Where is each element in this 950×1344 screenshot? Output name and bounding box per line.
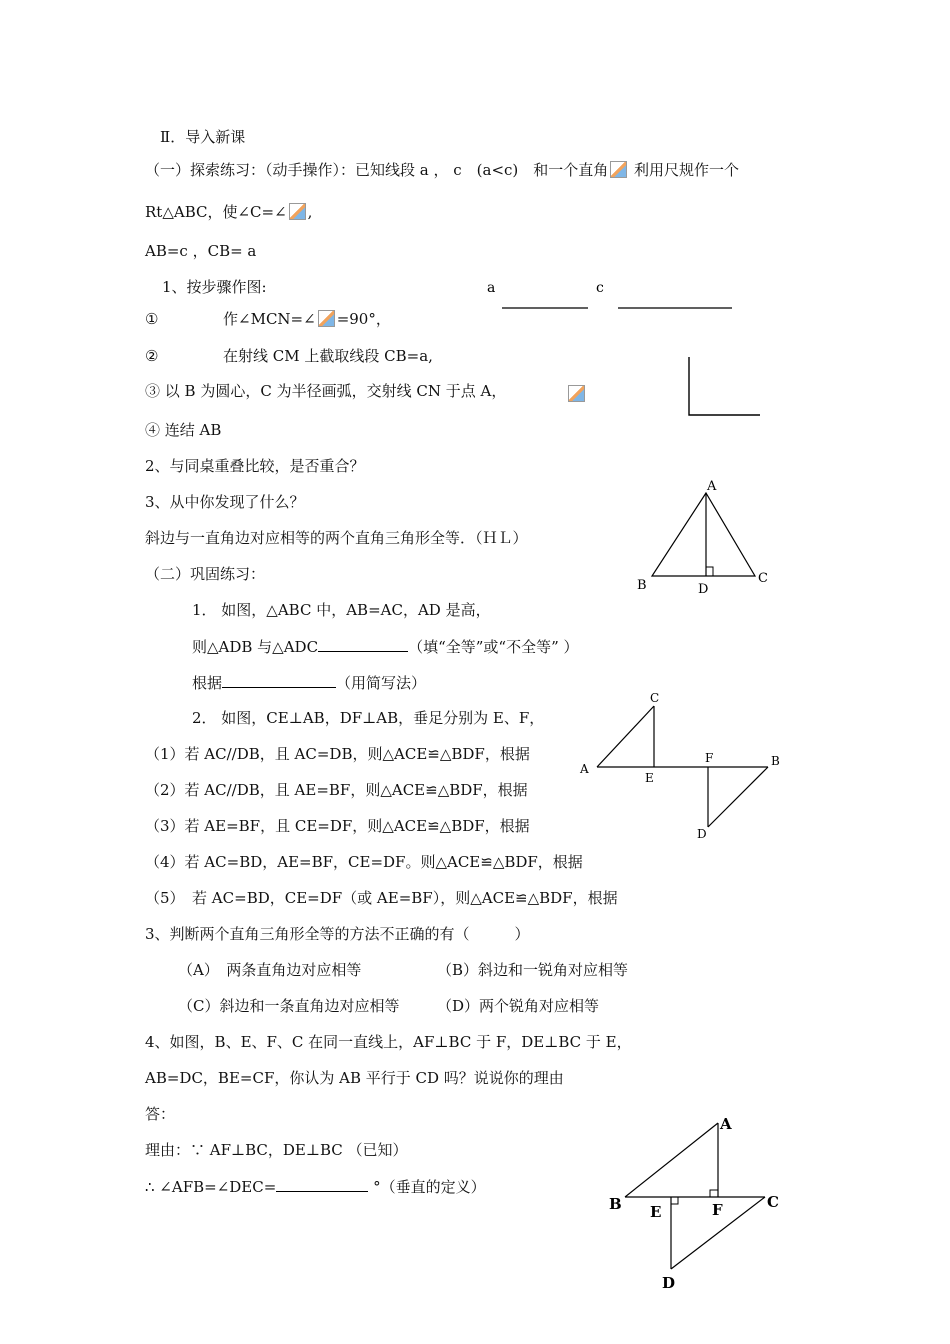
label-a: A (580, 762, 589, 776)
label-b: B (609, 1195, 622, 1213)
exercise-2-case-4: （4）若 AC=BD，AE=BF，CE=DF。则△ACE≌△BDF，根据 (145, 853, 583, 871)
label-a: A (707, 479, 717, 494)
label-a: A (720, 1115, 732, 1133)
exercise-1-basis-hint: （用简写法） (336, 674, 427, 692)
label-f: F (712, 1201, 723, 1219)
label-d: D (697, 827, 707, 841)
segment-c-label: c (596, 280, 604, 296)
question-2: 2、与同桌重叠比较，是否重合？ (145, 457, 365, 475)
exercise-2-case-1: （1）若 AC//DB，且 AC=DB，则△ACE≌△BDF，根据 (145, 745, 530, 763)
step-1-number: ① (145, 310, 159, 328)
label-c: C (758, 571, 768, 586)
label-c: C (650, 691, 660, 705)
exercise-1-basis-text: 根据 (192, 674, 223, 692)
question-3-judge: 3、判断两个直角三角形全等的方法不正确的有（ ） (145, 925, 530, 943)
exercise-2: 2． 如图，CE⊥AB，DF⊥AB，垂足分别为 E、F， (192, 709, 545, 727)
step-1-text-end: =90°， (336, 310, 391, 328)
therefore-text-end: °（垂直的定义） (373, 1178, 486, 1196)
exercise-2-case-5: （5） 若 AC=BD，CE=DF（或 AE=BF），则△ACE≌△BDF，根据 (145, 889, 618, 907)
step-2-number: ② (145, 347, 159, 365)
segment-ab (625, 1123, 718, 1197)
reason-line: 理由：∵ AF⊥BC，DE⊥BC （已知） (145, 1141, 408, 1159)
explore-intro-text-end: 利用尺规作一个 (629, 161, 740, 179)
label-b: B (771, 754, 780, 768)
option-b: （B）斜边和一锐角对应相等 (437, 961, 629, 979)
step-1-text: 作∠MCN=∠ (223, 310, 316, 328)
exercise-2-case-2: （2）若 AC//DB，且 AE=BF，则△ACE≌△BDF，根据 (145, 781, 528, 799)
answer-label: 答： (145, 1105, 176, 1123)
option-c: （C）斜边和一条直角边对应相等 (178, 997, 400, 1015)
right-angle-mark-f (710, 1190, 718, 1197)
step-3: ③ 以 B 为圆心，C 为半径画弧，交射线 CN 于点 A， (145, 382, 507, 400)
hl-theorem: 斜边与一直角边对应相等的两个直角三角形全等．（ＨＬ） (145, 529, 528, 547)
option-d: （D）两个锐角对应相等 (437, 997, 600, 1015)
label-d: D (662, 1274, 676, 1292)
therefore-text: ∴ ∠AFB=∠DEC= (145, 1178, 277, 1196)
step-2-text: 在射线 CM 上截取线段 CB=a, (223, 347, 433, 365)
rt-triangle-text: Rt△ABC，使∠C=∠ (145, 203, 287, 221)
question-3: 3、从中你发现了什么？ (145, 493, 305, 511)
exercise-1: 1． 如图，△ABC 中，AB=AC，AD 是高， (192, 601, 491, 619)
ab-cb-line: AB=c ，CB= a (145, 242, 257, 260)
section-title: Ⅱ．导入新课 (160, 128, 246, 146)
step-4: ④ 连结 AB (145, 421, 222, 439)
question-4-cont: AB=DC，BE=CF，你认为 AB 平行于 CD 吗？说说你的理由 (145, 1069, 564, 1087)
label-f: F (705, 751, 714, 765)
rt-triangle-comma: , (307, 203, 313, 221)
step-heading: 1、按步骤作图: (162, 278, 267, 296)
option-a: （A） 两条直角边对应相等 (178, 961, 362, 979)
question-4: 4、如图，B、E、F、C 在同一直线上，AF⊥BC 于 F，DE⊥BC 于 E， (145, 1033, 632, 1051)
label-b: B (637, 578, 647, 593)
segment-a-label: a (487, 280, 496, 296)
right-angle-mark-e (671, 1197, 678, 1204)
label-e: E (645, 771, 654, 785)
explore-intro-text: （一）探索练习：（动手操作）：已知线段 a ， c (a<c) 和一个直角 (145, 161, 609, 179)
exercise-1-fill-text: 则△ADB 与△ADC (192, 638, 319, 656)
label-c: C (767, 1193, 779, 1211)
label-e: E (650, 1203, 662, 1221)
label-d: D (698, 582, 709, 597)
practice-heading: （二）巩固练习： (145, 565, 266, 583)
exercise-1-fill-hint: （填“全等”或“不全等” ） (408, 638, 579, 656)
exercise-2-case-3: （3）若 AE=BF，且 CE=DF，则△ACE≌△BDF，根据 (145, 817, 530, 835)
